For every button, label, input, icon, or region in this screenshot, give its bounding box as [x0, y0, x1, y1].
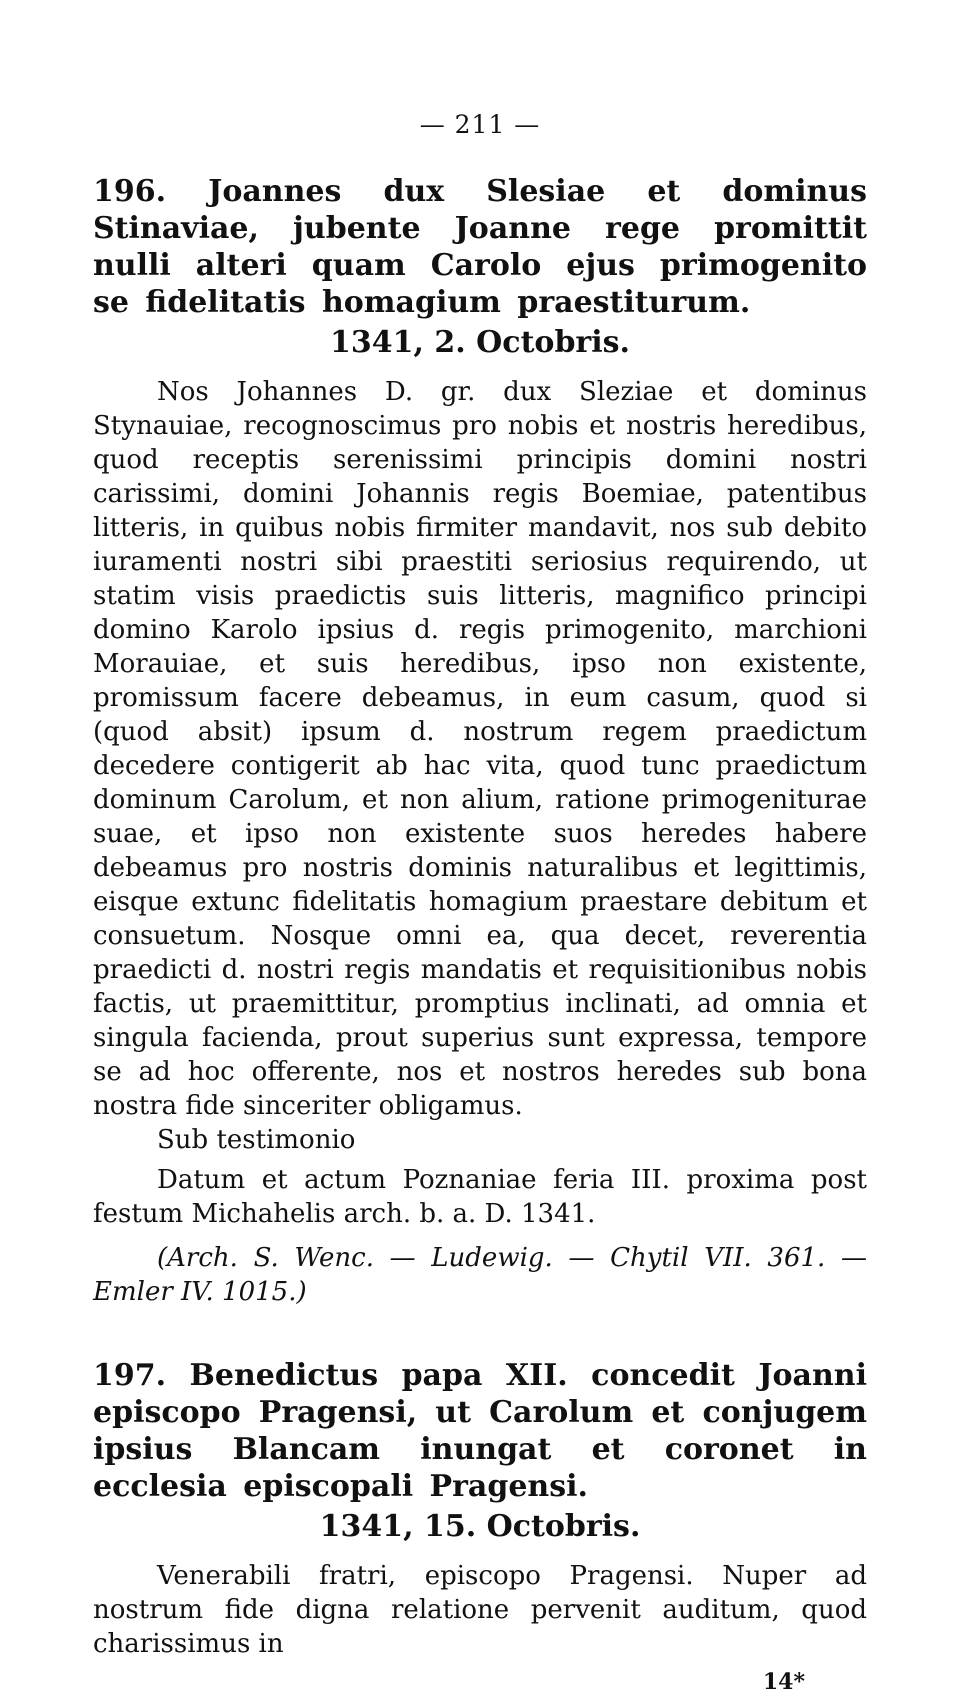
doc-197-date: 1341, 15. Octobris. [319, 1509, 641, 1544]
doc-197-heading: 197. Benedictus papa XII. concedit Joanni episcopo Pragensi, ut Carolum et conjugem ipsius Blancam inungat et coronet in ecclesia episcopali Pragensi. [93, 1358, 867, 1504]
doc-196-datum: Datum et actum Poznaniae feria III. proxima post festum Michahelis arch. b. a. D. 1341. [93, 1165, 867, 1229]
page [93, 110, 867, 1695]
doc-196-date: 1341, 2. Octobris. [330, 325, 630, 360]
document-197 [93, 1357, 867, 1661]
document-196 [93, 173, 867, 1309]
doc-197-text: Venerabili fratri, episcopo Pragensi. Nuper ad nostrum fide digna relatione pervenit auditum, quod charissimus in [93, 1561, 867, 1659]
doc-196-testimonio: Sub testimonio [157, 1125, 356, 1155]
doc-196-text: Nos Johannes D. gr. dux Sleziae et dominus Stynauiae, recognoscimus pro nobis et nostris heredibus, quod receptis serenissimi principis domini nostri carissimi, domini Johannis regis Boemiae, patentibus litteris, in quibus nobis firmiter mandavit, nos sub debito iuramenti nostri sibi praestiti seriosius requirendo, ut statim visis praedictis suis litteris, magnifico principi domino Karolo ipsius d. regis primogenito, marchioni Morauiae, et suis heredibus, ipso non existente, promissum facere debeamus, in eum casum, quod si (quod absit) ipsum d. nostrum regem praedictum decedere contigerit ab hac vita, quod tunc praedictum dominum Carolum, et non alium, ratione primogeniturae suae, et ipso non existente suos heredes habere debeamus pro nostris dominis naturalibus et legittimis, eisque extunc fidelitatis homagium praestare debitum et consuetum. Nosque omni ea, qua decet, reverentia praedicti d. nostri regis mandatis et requisitionibus nobis factis, ut praemittitur, promptius inclinati, ad omnia et singula facienda, prout superius sunt expressa, tempore se ad hoc offerente, nos et nostros heredes sub bona nostra fide sinceriter obligamus. [93, 377, 867, 1121]
page-number: — 211 — [419, 110, 541, 139]
doc-196-source: (Arch. S. Wenc. — Ludewig. — Chytil VII. 361. — Emler IV. 1015.) [93, 1243, 867, 1307]
doc-196-heading: 196. Joannes dux Slesiae et dominus Stinaviae, jubente Joanne rege promittit nulli alteri quam Carolo ejus primogenito se fidelitatis homagium praestiturum. [93, 174, 867, 320]
signature-mark: 14* [762, 1669, 805, 1695]
section-gap [93, 1309, 867, 1357]
